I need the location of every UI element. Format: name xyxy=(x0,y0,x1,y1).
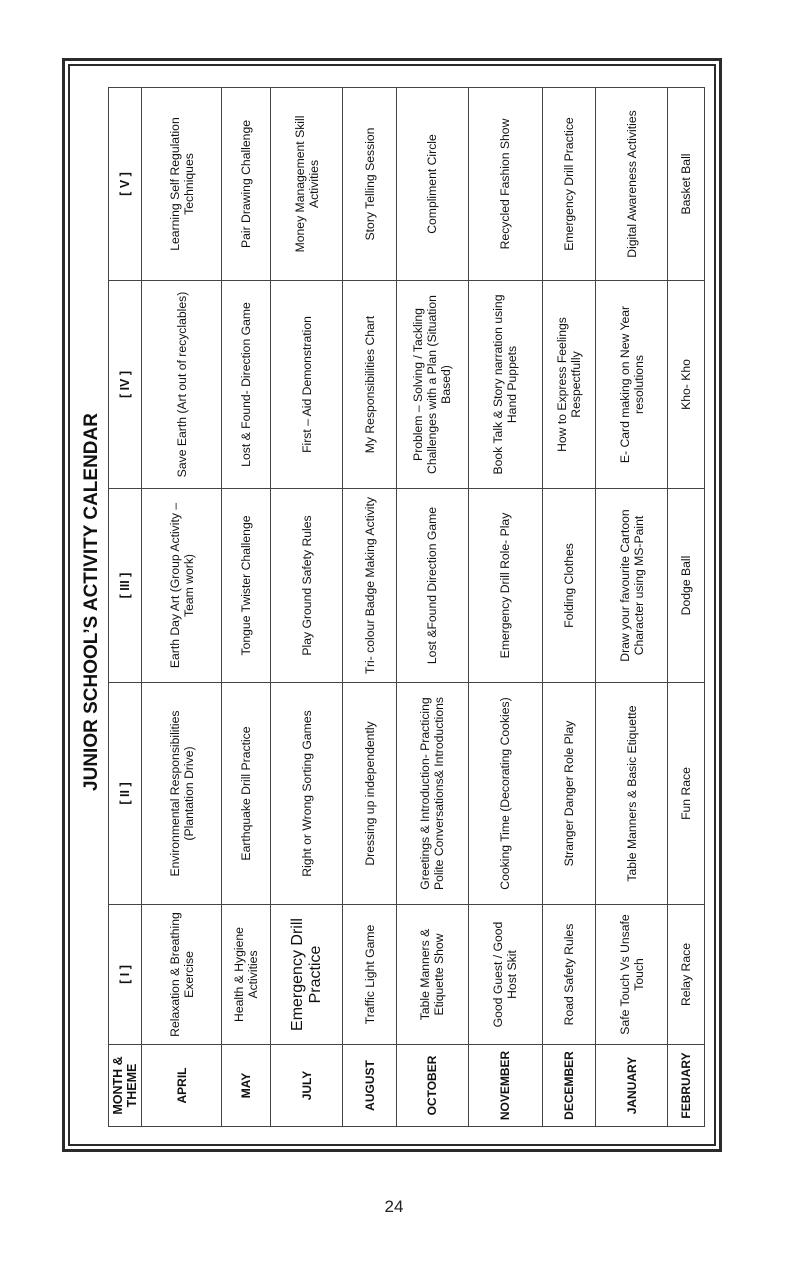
activity-cell: Basket Ball xyxy=(667,88,704,281)
activity-cell: Problem – Solving / Tackling Challenges with a Plan (Situation Based) xyxy=(396,281,468,489)
activity-cell: Draw your favourite Cartoon Character using MS-Paint xyxy=(596,489,668,683)
table-row xyxy=(343,88,396,1127)
activity-cell: Lost &Found Direction Game xyxy=(396,489,468,683)
month-cell: AUGUST xyxy=(343,1045,396,1127)
activity-cell: Earth Day Art (Group Activity – Team work) xyxy=(142,489,222,683)
month-cell: JANUARY xyxy=(596,1045,668,1127)
month-cell: APRIL xyxy=(142,1045,222,1127)
activity-cell: Recycled Fashion Show xyxy=(468,88,542,281)
month-cell: NOVEMBER xyxy=(468,1045,542,1127)
activity-cell: Compliment Circle xyxy=(396,88,468,281)
activity-cell: Safe Touch Vs Unsafe Touch xyxy=(596,905,668,1045)
activity-cell: Emergency Drill Role- Play xyxy=(468,489,542,683)
table-row xyxy=(271,88,343,1127)
activity-cell: Traffic Light Game xyxy=(343,905,396,1045)
activity-cell: Dodge Ball xyxy=(667,489,704,683)
activity-cell: Earthquake Drill Practice xyxy=(222,683,271,905)
table-row xyxy=(222,88,271,1127)
activity-cell: Relaxation & Breathing Exercise xyxy=(142,905,222,1045)
month-cell: DECEMBER xyxy=(542,1045,595,1127)
activity-cell: Emergency Drill Practice xyxy=(542,88,595,281)
activity-cell: How to Express Feelings Respectfully xyxy=(542,281,595,489)
activity-cell: First – Aid Demonstration xyxy=(271,281,343,489)
activity-cell: Greetings & Introduction- Practicing Polite Conversations& Introductions xyxy=(396,683,468,905)
activity-cell: Good Guest / Good Host Skit xyxy=(468,905,542,1045)
activity-cell: Tongue Twister Challenge xyxy=(222,489,271,683)
activity-cell: Right or Wrong Sorting Games xyxy=(271,683,343,905)
activity-cell: Book Talk & Story narration using Hand Puppets xyxy=(468,281,542,489)
activity-cell: Emergency Drill Practice xyxy=(271,905,343,1045)
header-theme-2: [ II ] xyxy=(109,683,142,905)
title-container xyxy=(76,64,108,1140)
activity-calendar-table xyxy=(108,87,705,1127)
month-cell: FEBRUARY xyxy=(667,1045,704,1127)
activity-cell: Fun Race xyxy=(667,683,704,905)
activity-cell: Save Earth (Art out of recyclables) xyxy=(142,281,222,489)
activity-cell: Money Management Skill Activities xyxy=(271,88,343,281)
activity-cell: Table Manners & Etiquette Show xyxy=(396,905,468,1045)
activity-cell: Story Telling Session xyxy=(343,88,396,281)
activity-cell: My Responsibilities Chart xyxy=(343,281,396,489)
activity-cell: Environmental Responsibilities (Plantation Drive) xyxy=(142,683,222,905)
page-number: 24 xyxy=(384,1197,404,1216)
table-header-row xyxy=(109,88,142,1127)
activity-cell: Cooking Time (Decorating Cookies) xyxy=(468,683,542,905)
activity-cell: Folding Clothes xyxy=(542,489,595,683)
header-theme-3: [ III ] xyxy=(109,489,142,683)
header-theme-1: [ I ] xyxy=(109,905,142,1045)
activity-cell: Pair Drawing Challenge xyxy=(222,88,271,281)
table-row xyxy=(142,88,222,1127)
table-row xyxy=(468,88,542,1127)
month-cell: OCTOBER xyxy=(396,1045,468,1127)
activity-cell: Learning Self Regulation Techniques xyxy=(142,88,222,281)
activity-cell: Relay Race xyxy=(667,905,704,1045)
calendar-table-container xyxy=(108,88,705,1127)
month-cell: MAY xyxy=(222,1045,271,1127)
table-row xyxy=(667,88,704,1127)
header-theme-5: [ V ] xyxy=(109,88,142,281)
activity-cell: E- Card making on New Year resolutions xyxy=(596,281,668,489)
activity-cell: Health & Hygiene Activities xyxy=(222,905,271,1045)
month-cell: JULY xyxy=(271,1045,343,1127)
activity-cell: Lost & Found- Direction Game xyxy=(222,281,271,489)
header-month-theme: MONTH & THEME xyxy=(109,1045,142,1127)
activity-cell: Play Ground Safety Rules xyxy=(271,489,343,683)
activity-cell: Tri- colour Badge Making Activity xyxy=(343,489,396,683)
activity-cell: Kho- Kho xyxy=(667,281,704,489)
table-row xyxy=(396,88,468,1127)
activity-cell: Digital Awareness Activities xyxy=(596,88,668,281)
table-row xyxy=(542,88,595,1127)
header-theme-4: [ IV ] xyxy=(109,281,142,489)
activity-cell: Road Safety Rules xyxy=(542,905,595,1045)
activity-cell: Table Manners & Basic Etiquette xyxy=(596,683,668,905)
activity-cell: Stranger Danger Role Play xyxy=(542,683,595,905)
activity-cell: Dressing up independently xyxy=(343,683,396,905)
page-title: JUNIOR SCHOOL’S ACTIVITY CALENDAR xyxy=(81,413,102,791)
table-row xyxy=(596,88,668,1127)
